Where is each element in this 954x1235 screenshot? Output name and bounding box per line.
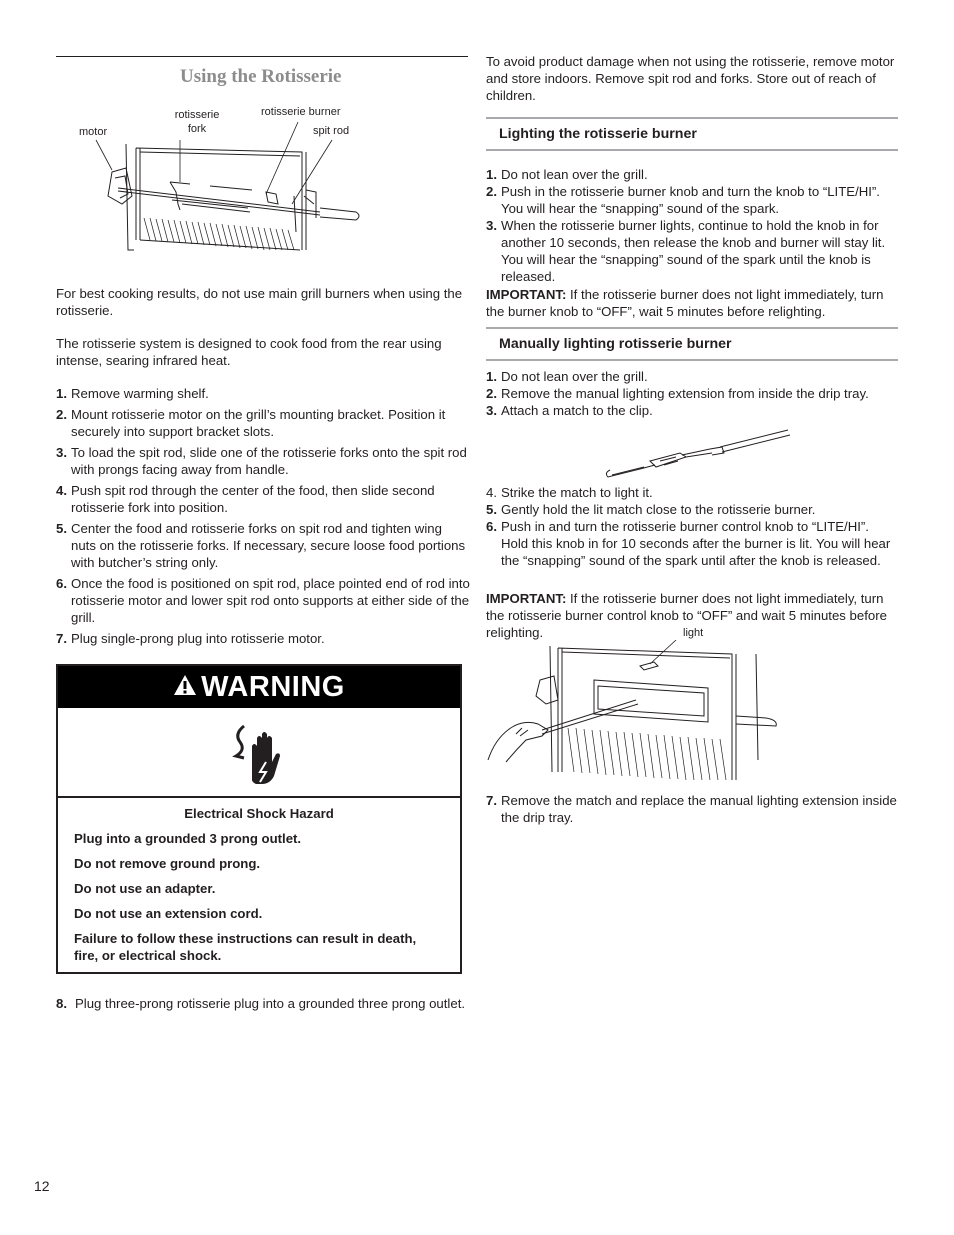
warning-hazard-title: Electrical Shock Hazard — [184, 806, 334, 821]
step-text: Do not lean over the grill. — [501, 167, 648, 182]
list-item — [56, 482, 470, 516]
step-text: Center the food and rotisserie forks on spit rod and tighten wing nuts on the rotisserie forks. If necessary, secure loose food portions with butcher’s string only. — [71, 521, 466, 570]
step-text: Strike the match to light it. — [501, 485, 653, 500]
step-number: 5. — [486, 502, 497, 517]
step-number: 2. — [486, 386, 497, 401]
list-item — [56, 444, 470, 478]
section-title: Using the Rotisserie — [180, 66, 342, 87]
list-item — [486, 501, 898, 518]
step-number: 5. — [56, 521, 67, 536]
step-number: 3. — [486, 403, 497, 418]
step-text: Push in and turn the rotisserie burner control knob to “LITE/HI”. Hold this knob in for 10 seconds after the burner is lit. You will hear the “snapping” sound of the spark until after the knob is released. — [501, 519, 891, 568]
manual-lighting-illustration — [486, 640, 796, 785]
manual-steps-b — [486, 484, 898, 569]
step-number: 3. — [56, 445, 67, 460]
label-rotisserie-burner: rotisserie burner — [261, 106, 341, 118]
lighting-steps — [486, 166, 896, 285]
subhead-lighting — [486, 117, 898, 151]
list-item — [486, 484, 898, 501]
step-text: Gently hold the lit match close to the rotisserie burner. — [501, 502, 816, 517]
step-text: Push spit rod through the center of the food, then slide second rotisserie fork into position. — [71, 483, 435, 515]
warning-box — [56, 664, 462, 974]
subhead-lighting-text: Lighting the rotisserie burner — [499, 126, 697, 142]
top-rule — [56, 56, 468, 57]
warning-line: Do not use an adapter. — [74, 881, 216, 896]
list-item — [56, 575, 470, 626]
manual-step-7 — [486, 792, 898, 826]
list-item — [486, 792, 898, 826]
step-text: Attach a match to the clip. — [501, 403, 653, 418]
step-number: 1. — [486, 167, 497, 182]
list-item — [486, 385, 896, 402]
page-number: 12 — [34, 1178, 50, 1194]
list-item — [486, 518, 898, 569]
label-motor: motor — [79, 126, 108, 138]
subhead-manual — [486, 327, 898, 361]
warning-line: Plug into a grounded 3 prong outlet. — [74, 831, 302, 846]
step-number: 1. — [486, 369, 497, 384]
warning-icon-area — [58, 708, 460, 798]
step-text: Plug single-prong plug into rotisserie motor. — [71, 631, 325, 646]
list-item — [486, 402, 896, 419]
manual-lighting-diagram — [486, 640, 796, 785]
step-number: 2. — [56, 407, 67, 422]
match-clip-diagram — [600, 425, 795, 485]
list-item — [486, 183, 896, 217]
step-number: 2. — [486, 184, 497, 199]
list-item — [486, 166, 896, 183]
step-number: 3. — [486, 218, 497, 233]
step-text: Remove the match and replace the manual lighting extension inside the drip tray. — [501, 793, 897, 825]
electrical-shock-hand-icon — [230, 720, 290, 786]
list-item — [56, 995, 470, 1012]
warning-triangle-icon — [173, 671, 197, 704]
step-text: Remove warming shelf. — [71, 386, 209, 401]
warning-line: Do not use an extension cord. — [74, 906, 263, 921]
warning-header — [58, 666, 460, 708]
step-number: 7. — [486, 793, 497, 808]
list-item — [486, 368, 896, 385]
step-text: Plug three-prong rotisserie plug into a grounded three prong outlet. — [75, 996, 466, 1011]
step-text: To load the spit rod, slide one of the rotisserie forks onto the spit rod with prongs facing away from handle. — [71, 445, 467, 477]
step-text: Push in the rotisserie burner knob and turn the knob to “LITE/HI”. You will hear the “snapping” sound of the spark. — [501, 184, 880, 216]
storage-paragraph: To avoid product damage when not using the rotisserie, remove motor and store indoors. Remove spit rod and forks. Store out of reach of children. — [486, 54, 895, 103]
step-number: 4. — [486, 485, 497, 500]
step-text: Mount rotisserie motor on the grill’s mounting bracket. Position it securely into support bracket slots. — [71, 407, 446, 439]
important-note-1 — [486, 286, 898, 320]
step-number: 8. — [56, 996, 67, 1011]
step-number: 6. — [486, 519, 497, 534]
step-8-list — [56, 995, 470, 1012]
important-text: If the rotisserie burner does not light immediately, turn the rotisserie burner control knob to “OFF” and wait 5 minutes before relighting. — [486, 591, 887, 640]
rotisserie-steps — [56, 385, 470, 651]
list-item — [56, 630, 470, 647]
important-label: IMPORTANT: — [486, 591, 567, 606]
step-text: When the rotisserie burner lights, continue to hold the knob in for another 10 seconds, then release the knob and burner will stay lit. You will hear the “snapping” sound of the spark until the knob is released. — [501, 218, 886, 284]
step-text: Do not lean over the grill. — [501, 369, 648, 384]
subhead-manual-text: Manually lighting rotisserie burner — [499, 336, 732, 352]
step-number: 1. — [56, 386, 67, 401]
important-label: IMPORTANT: — [486, 287, 567, 302]
list-item — [56, 520, 470, 571]
step-text: Remove the manual lighting extension from inside the drip tray. — [501, 386, 869, 401]
label-light: light — [683, 627, 704, 639]
intro-paragraph-2: The rotisserie system is designed to cook food from the rear using intense, searing infrared heat. — [56, 336, 442, 368]
step-number: 7. — [56, 631, 67, 646]
list-item — [56, 385, 470, 402]
label-spit-rod: spit rod — [313, 125, 350, 137]
intro-paragraph-1: For best cooking results, do not use main grill burners when using the rotisserie. — [56, 286, 463, 318]
warning-line: Do not remove ground prong. — [74, 856, 261, 871]
important-text: If the rotisserie burner does not light immediately, turn the burner knob to “OFF”, wait 5 minutes before relighting. — [486, 287, 884, 319]
step-number: 6. — [56, 576, 67, 591]
warning-line: Failure to follow these instructions can result in death, fire, or electrical shock. — [74, 931, 417, 963]
list-item — [486, 217, 896, 285]
label-rotisserie-fork: rotisserie fork — [174, 109, 220, 135]
match-clip-illustration — [600, 425, 795, 485]
list-item — [56, 406, 470, 440]
manual-steps-a — [486, 368, 896, 419]
warning-title: WARNING — [201, 670, 345, 703]
step-text: Once the food is positioned on spit rod, place pointed end of rod into rotisserie motor and lower spit rod onto supports at either side of the grill. — [71, 576, 470, 625]
step-number: 4. — [56, 483, 67, 498]
